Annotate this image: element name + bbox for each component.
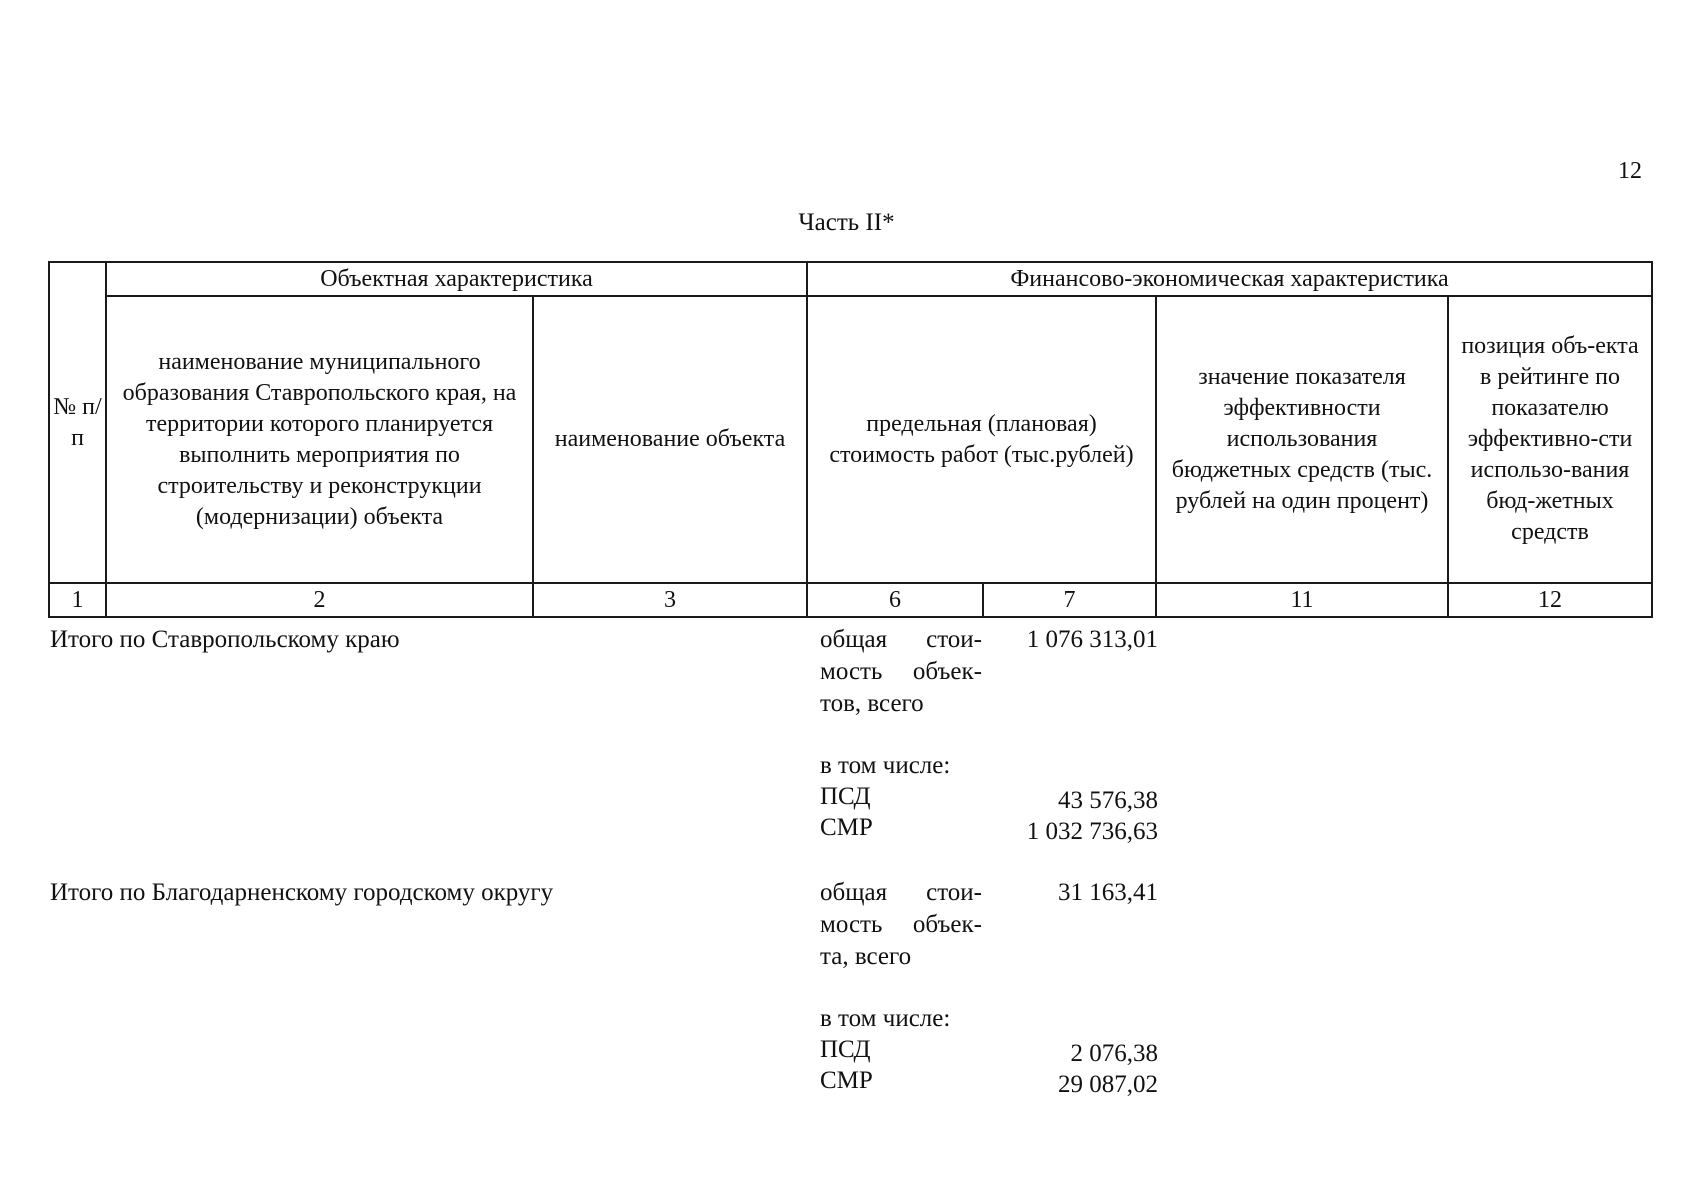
header-cost: предельная (плановая) стоимость работ (тыс.рублей) (807, 296, 1156, 583)
total-cost-value: 1 076 313,01 (1026, 626, 1158, 653)
smr-label: СМР (820, 814, 873, 841)
page-number: 12 (1618, 158, 1642, 184)
column-number: 2 (106, 583, 533, 617)
column-number: 6 (807, 583, 983, 617)
header-efficiency: значение показателя эффективности использования бюджетных средств (тыс. рублей на один процент) (1156, 296, 1448, 583)
total-cost-value: 31 163,41 (1058, 879, 1158, 906)
header-finance-characteristics: Финансово-экономическая характеристика (807, 262, 1652, 296)
header-num: № п/п (49, 262, 106, 583)
column-number: 12 (1448, 583, 1652, 617)
including-label: в том числе: (820, 1005, 951, 1032)
smr-label: СМР (820, 1067, 873, 1094)
column-number: 3 (533, 583, 807, 617)
psd-value: 43 576,38 (1058, 787, 1158, 814)
total-label-stavropol: Итого по Ставропольскому краю (50, 626, 400, 653)
psd-value: 2 076,38 (1070, 1040, 1158, 1067)
psd-label: ПСД (820, 783, 871, 810)
total-cost-description: общая стои-мость объек-тов, всего (820, 626, 982, 717)
column-number: 1 (49, 583, 106, 617)
psd-label: ПСД (820, 1036, 871, 1063)
smr-value: 29 087,02 (1058, 1071, 1158, 1098)
characteristics-table (48, 261, 1653, 618)
header-municipality: наименование муниципального образования Ставропольского края, на территории которого планируется выполнить мероприятия по строительству и реконструкции (модернизации) объекта (106, 296, 533, 583)
header-object-name: наименование объекта (533, 296, 807, 583)
column-number: 11 (1156, 583, 1448, 617)
including-label: в том числе: (820, 752, 951, 779)
header-rating: позиция объ-екта в рейтинге по показателю эффективно-сти использо-вания бюд-жетных средств (1448, 296, 1652, 583)
column-number: 7 (983, 583, 1156, 617)
total-label-blagodarnensky: Итого по Благодарненскому городскому округу (50, 879, 554, 906)
part-title: Часть II* (798, 209, 895, 236)
smr-value: 1 032 736,63 (1026, 818, 1158, 845)
header-object-characteristics: Объектная характеристика (106, 262, 807, 296)
total-cost-description: общая стои-мость объек-та, всего (820, 879, 982, 970)
